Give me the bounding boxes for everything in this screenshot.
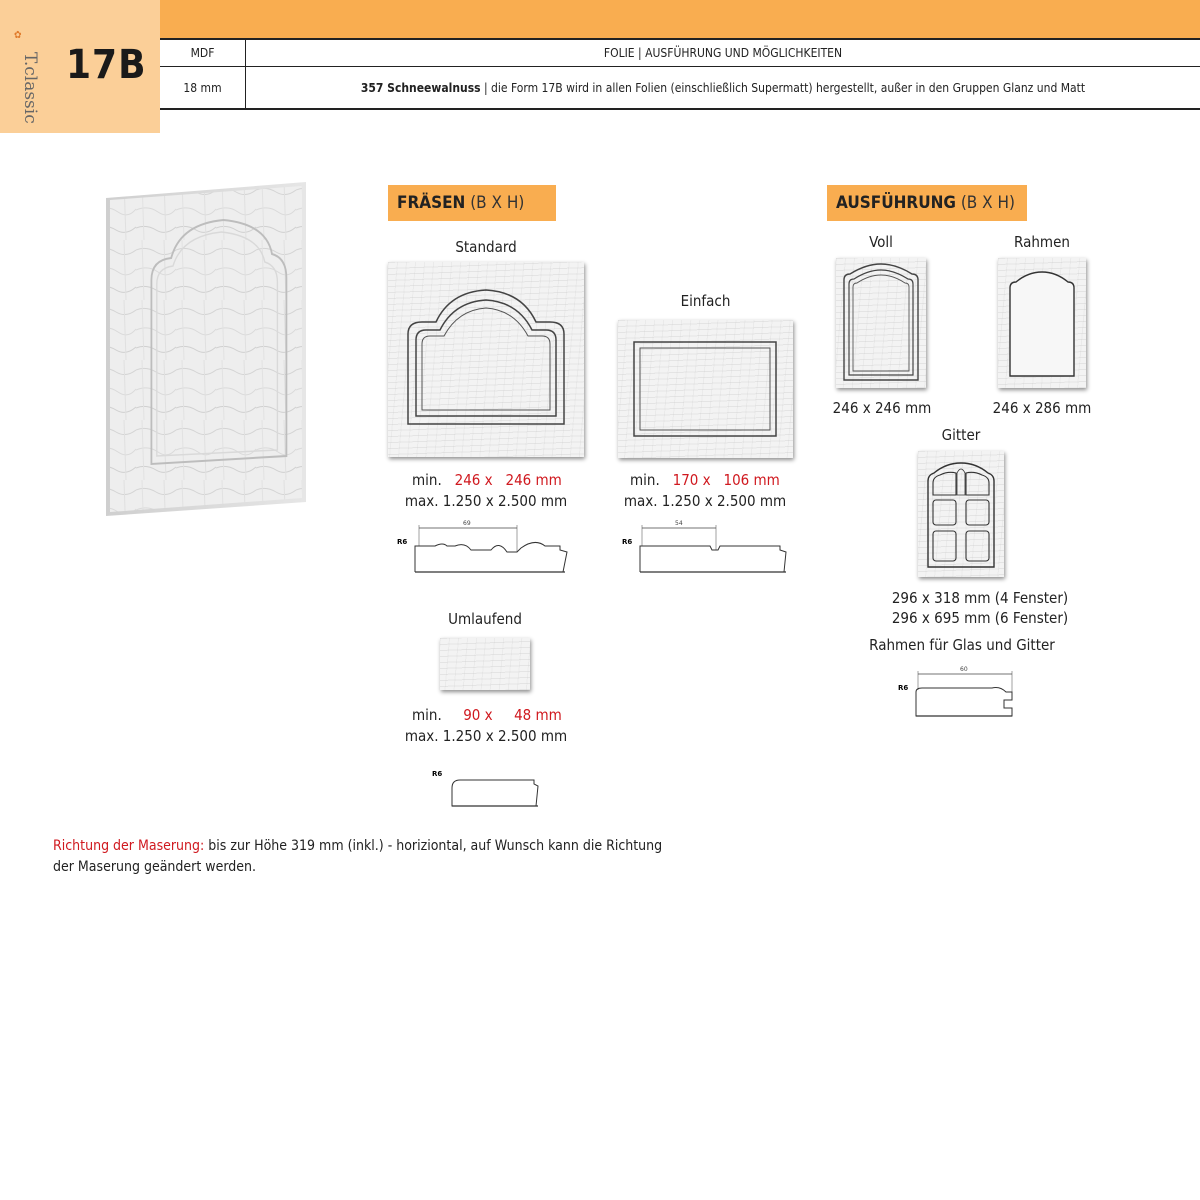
umlaufend-label: Umlaufend (448, 610, 522, 628)
fraesen-header: FRÄSEN (B X H) (388, 185, 556, 221)
voll-size: 246 x 246 mm (832, 399, 932, 417)
table-divider (245, 40, 246, 108)
umlaufend-min: min. 90 x 48 mm (412, 706, 562, 724)
rahmen-glas-profile (896, 662, 1026, 722)
folie-text: | die Form 17B wird in allen Folien (einschließlich Supermatt) hergestellt, außer in den Gruppen Glanz und Matt (480, 81, 1086, 95)
spec-table (160, 40, 1200, 110)
standard-profile (395, 516, 570, 576)
einfach-tile (618, 320, 793, 458)
standard-profile-dim: 69 (463, 520, 471, 527)
einfach-profile (620, 516, 790, 576)
col-header-mdf: MDF (190, 46, 215, 60)
mdf-thickness: 18 mm (183, 81, 222, 95)
umlaufend-tile (440, 638, 530, 690)
standard-min: min. 246 x 246 mm (412, 471, 562, 489)
einfach-min: min. 170 x 106 mm (630, 471, 780, 489)
ausfuehrung-header: AUSFÜHRUNG (B X H) (827, 185, 1027, 221)
rahmen-label: Rahmen (1014, 233, 1070, 251)
grain-note (53, 836, 753, 878)
gitter-size-6: 296 x 695 mm (6 Fenster) (891, 609, 1069, 627)
voll-tile (836, 258, 926, 388)
einfach-max: max. 1.250 x 2.500 mm (623, 492, 787, 510)
grain-note-highlight: Richtung der Maserung: (53, 838, 205, 854)
brand-dots-icon: ✿ (14, 30, 22, 41)
standard-label: Standard (455, 238, 517, 256)
voll-label: Voll (869, 233, 893, 251)
header-band (160, 0, 1200, 40)
grain-note-text1: bis zur Höhe 319 mm (inkl.) - horiziontal, auf Wunsch kann die Richtung (204, 838, 663, 854)
door-illustration (96, 180, 326, 520)
standard-max: max. 1.250 x 2.500 mm (404, 492, 568, 510)
rahmen-size: 246 x 286 mm (992, 399, 1092, 417)
rahmen-glas-profile-r: R6 (898, 684, 909, 692)
einfach-profile-dim: 54 (675, 520, 683, 527)
gitter-tile (918, 451, 1004, 577)
standard-profile-r: R6 (397, 538, 408, 546)
einfach-profile-r: R6 (622, 538, 633, 546)
gitter-label: Gitter (941, 426, 981, 444)
umlaufend-profile-r: R6 (432, 770, 443, 778)
col-header-folie: FOLIE | AUSFÜHRUNG UND MÖGLICHKEITEN (603, 46, 843, 60)
rahmen-glas-profile-dim: 60 (960, 666, 968, 673)
gitter-size-4: 296 x 318 mm (4 Fenster) (891, 589, 1069, 607)
folie-description (246, 68, 1200, 108)
grain-note-text2: der Maserung geändert werden. (53, 859, 256, 875)
rahmen-glas-label: Rahmen für Glas und Gitter (869, 636, 1055, 654)
folie-name: 357 Schneewalnuss (360, 81, 481, 95)
table-row-divider (160, 66, 1200, 67)
umlaufend-max: max. 1.250 x 2.500 mm (404, 727, 568, 745)
model-number: 17B (66, 42, 147, 88)
standard-tile (388, 262, 584, 457)
einfach-label: Einfach (680, 292, 731, 310)
brand-logo: T.classic (20, 52, 40, 124)
umlaufend-profile (430, 766, 545, 812)
rahmen-tile (998, 258, 1086, 388)
